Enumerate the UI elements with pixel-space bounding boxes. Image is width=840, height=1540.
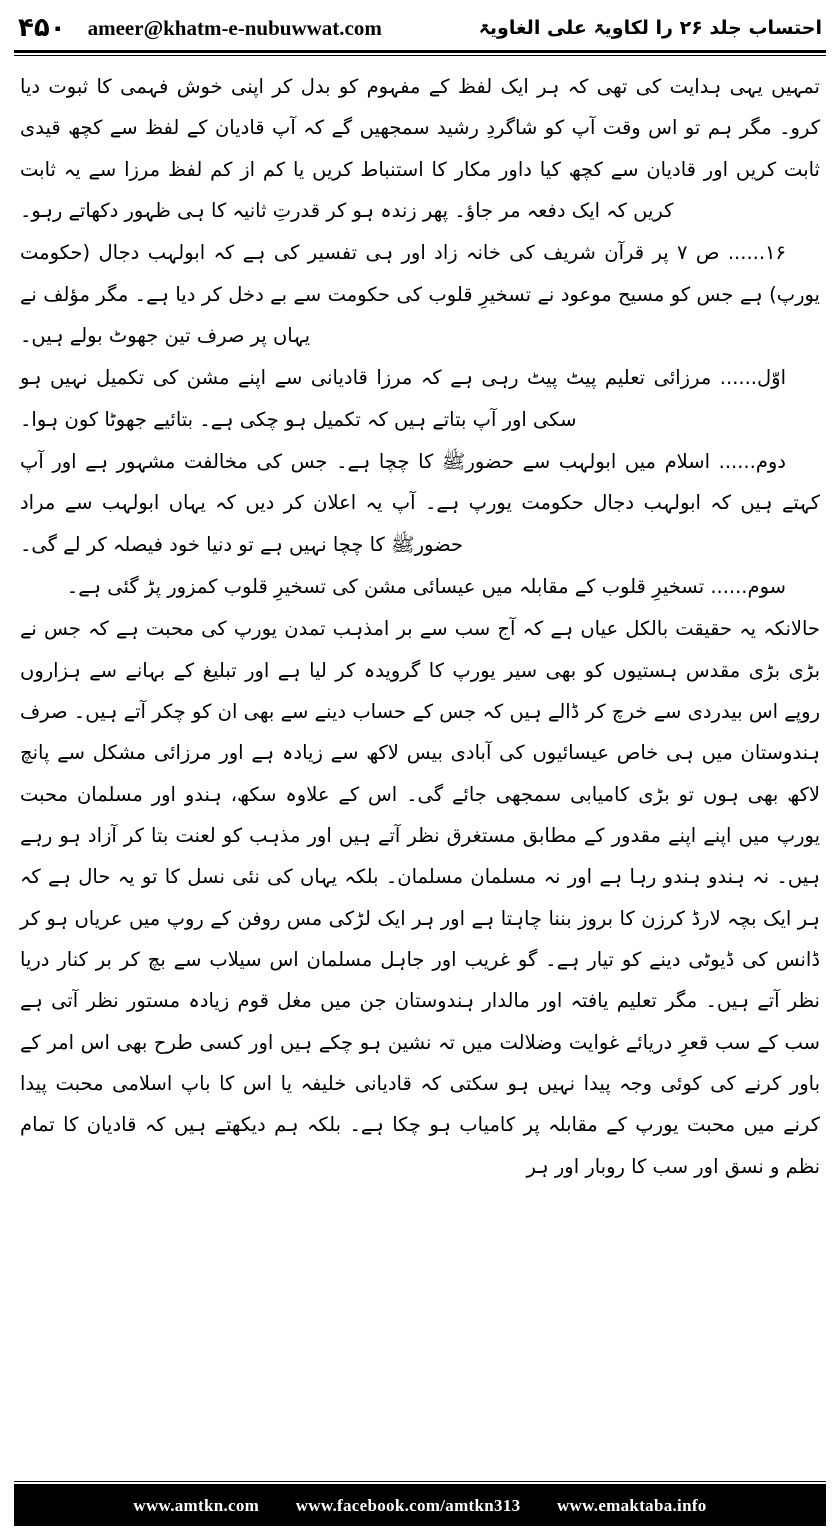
header-divider-thick: [14, 50, 826, 53]
book-title: احتساب جلد ۲۶ را لکاویۃ علی الغاویۃ: [478, 17, 822, 39]
page-number: ۴۵۰: [18, 13, 66, 43]
page-footer: [14, 1481, 826, 1526]
footer-links-bar: [14, 1487, 826, 1526]
paragraph-3: اوّل...... مرزائی تعلیم پیٹ پیٹ رہی ہے کہ مرزا قادیانی سے اپنے مشن کی تکمیل نہیں ہو سکی اور آپ بتاتے ہیں کہ تکمیل ہو چکی ہے۔ بتائیے جھوٹا کون ہوا۔: [20, 366, 786, 431]
paragraph-6: حالانکہ یہ حقیقت بالکل عیاں ہے کہ آج سب سے بر امذہب تمدن یورپ کی محبت ہے کہ جس نے بڑی بڑی مقدس ہستیوں کو بھی سیر یورپ کا گرویدہ کر لیا ہے اور تبلیغ کے بہانے سے ہزاروں روپے اس بیدردی سے خرچ کر ڈالے ہیں کہ جس کے حساب دینے سے بھی ان کو چکر آتے ہیں۔ صرف ہندوستان میں ہی خاص عیسائیوں کی آبادی بیس لاکھ سے زیادہ ہے اور مرزائی مشکل سے پانچ لاکھ بھی ہوں تو بڑی کامیابی سمجھی جائے گی۔ اس کے علاوہ سکھ، ہندو اور مسلمان محبت یورپ میں اپنے اپنے مقدور کے مطابق مستغرق نظر آتے ہیں اور مذہب کو لعنت بتا کر آزاد ہو رہے ہیں۔ نہ ہندو ہندو رہا ہے اور نہ مسلمان مسلمان۔ بلکہ یہاں کی نئی نسل کا تو یہ حال ہے کہ ہر ایک بچہ لارڈ کرزن کا بروز بننا چاہتا ہے اور ہر ایک لڑکی مس روفن کے روپ میں عریاں ہو کر ڈانس کی ڈیوٹی دینے کو تیار ہے۔ گو غریب اور جاہل مسلمان اس سیلاب سے بچ کر بر کنار دریا نظر آتے ہیں۔ مگر تعلیم یافتہ اور مالدار ہندوستان جن میں مغل قوم زیادہ مستور نظر آتی ہے سب کے سب قعرِ دریائے غوایت وضلالت میں تہ نشین ہو چکے ہیں اور کسی طرح بھی اس امر کے باور کرنے کی کوئی وجہ پیدا نہیں ہو سکتی کہ قادیانی خلیفہ یا اس کا باپ اسلامی محبت پیدا کرنے میں محبت یورپ کے مقابلہ پر کامیاب ہو چکا ہے۔ بلکہ ہم دیکھتے ہیں کہ قادیان کا تمام نظم و نسق اور سب کا روبار اور ہر: [20, 617, 820, 1178]
footer-link-emaktaba[interactable]: www.emaktaba.info: [556, 1496, 707, 1515]
footer-link-facebook[interactable]: www.facebook.com/amtkn313: [295, 1496, 521, 1515]
paragraph-5: سوم...... تسخیرِ قلوب کے مقابلہ میں عیسائی مشن کی تسخیرِ قلوب کمزور پڑ گئی ہے۔: [66, 574, 786, 598]
header-center-group: [18, 13, 382, 43]
paragraph-1: تمہیں یہی ہدایت کی تھی کہ ہر ایک لفظ کے مفہوم کو بدل کر اپنی خوش فہمی کا ثبوت دیا کرو۔ مگر ہم تو اس وقت آپ کو شاگردِ رشید سمجھیں گے کہ آپ قادیان کے لفظ سے کچھ قیدی ثابت کریں اور قادیان سے کچھ کیا داور مکار کا استنباط کریں یا کم از کم لفظ مرزا سے یہ ثابت کریں کہ ایک دفعہ مر جاؤ۔ پھر زندہ ہو کر قدرتِ ثانیہ کا ہی ظہور دکھاتے رہو۔: [20, 75, 820, 222]
contact-email: ameer@khatm-e-nubuwwat.com: [87, 15, 382, 40]
header-divider-thin: [14, 55, 826, 56]
page-header: [14, 0, 826, 48]
paragraph-4: دوم...... اسلام میں ابولہب سے حضورﷺ کا چچا ہے۔ جس کی مخالفت مشہور ہے اور آپ کہتے ہیں کہ ابولہب دجال حکومت یورپ ہے۔ آپ یہ اعلان کر دیں کہ یہاں ابولہب سے مراد حضورﷺ کا چچا نہیں ہے تو دنیا خود فیصلہ کر لے گی۔: [20, 449, 820, 556]
footer-link-website[interactable]: www.amtkn.com: [133, 1496, 260, 1515]
page-body: [14, 66, 826, 1187]
paragraph-2: ۱۶...... ص ۷ پر قرآن شریف کی خانہ زاد اور ہی تفسیر کی ہے کہ ابولہب دجال (حکومت یورپ) ہے جس کو مسیح موعود نے تسخیرِ قلوب کی حکومت سے بے دخل کر دیا ہے۔ مگر مؤلف نے یہاں پر صرف تین جھوٹ بولے ہیں۔: [20, 241, 820, 347]
footer-divider-thin: [14, 1481, 826, 1482]
